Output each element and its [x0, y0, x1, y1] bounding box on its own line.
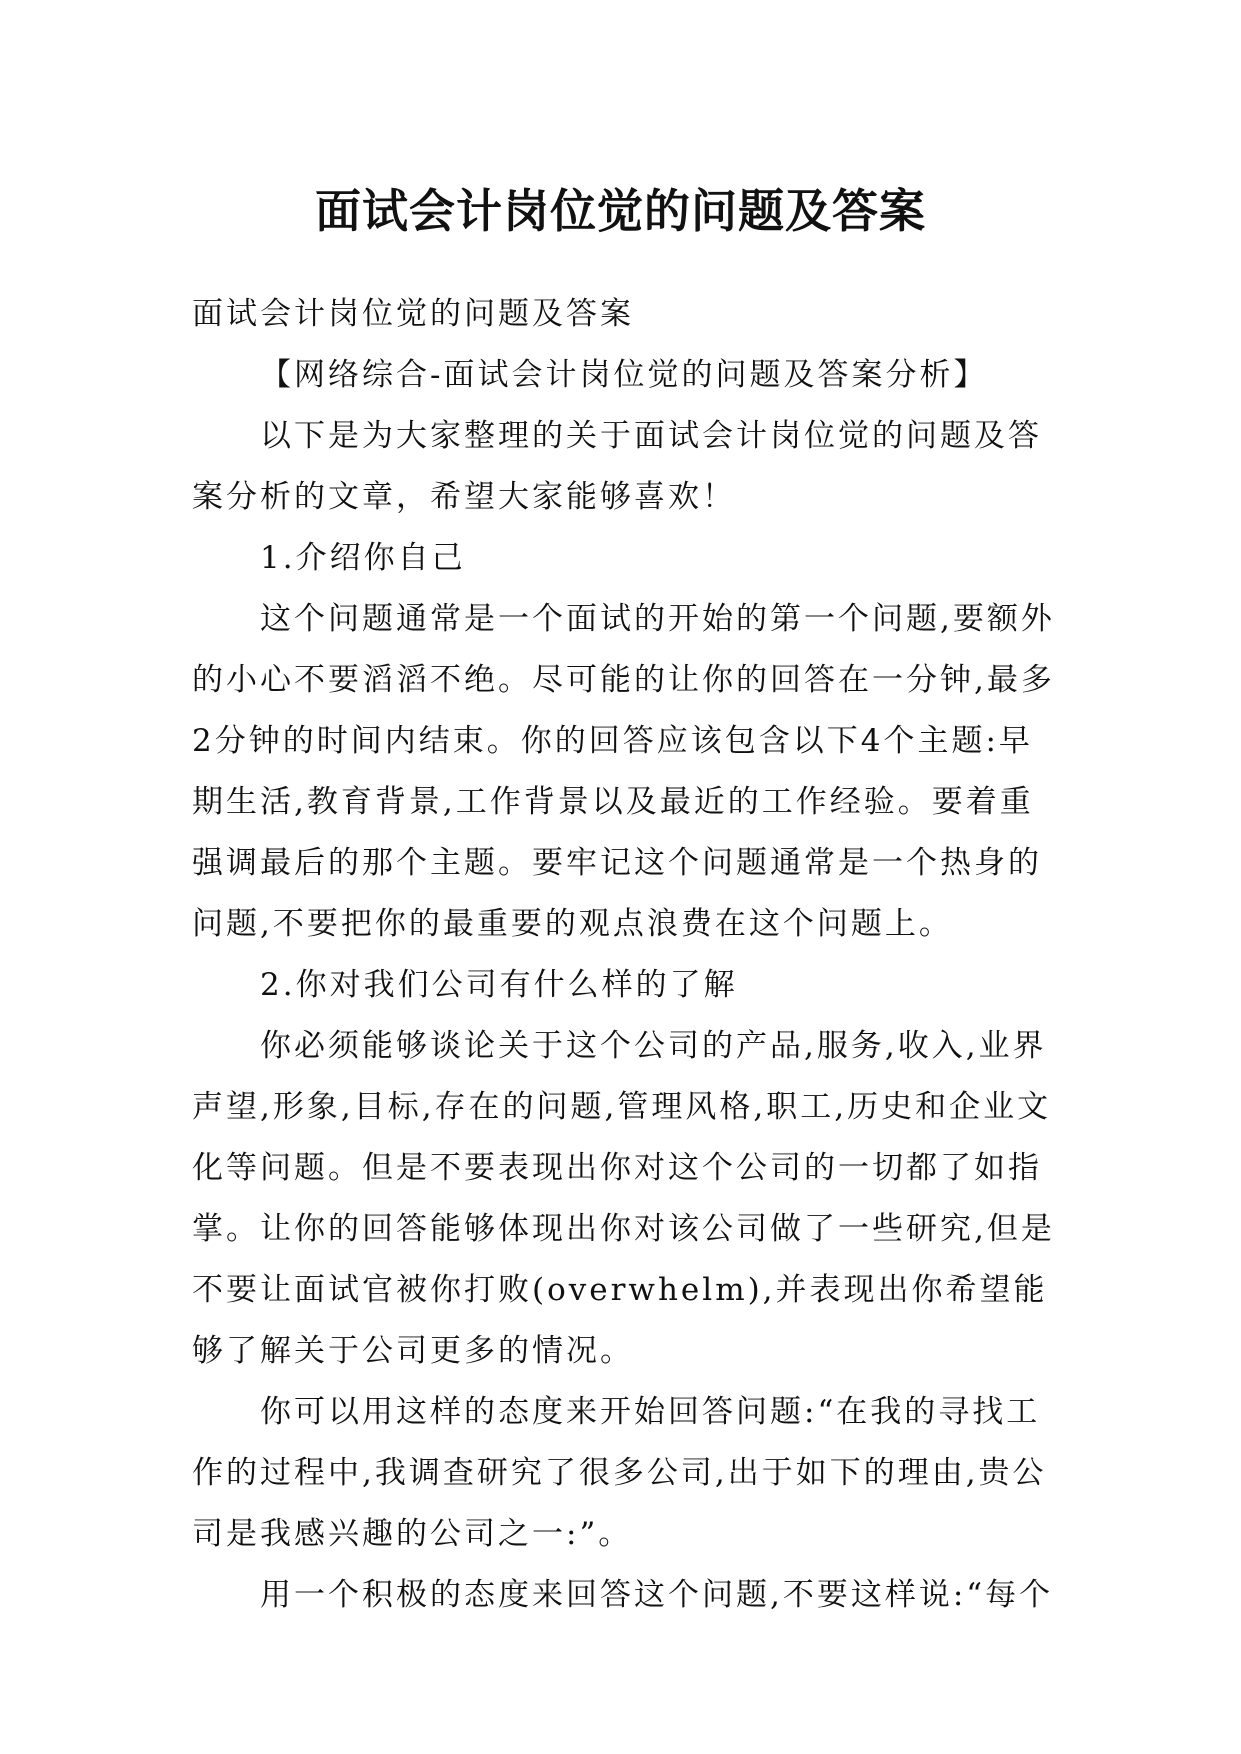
question-1-heading: 1.介绍你自己 [260, 540, 466, 576]
intro-paragraph: 以下是为大家整理的关于面试会计岗位觉的问题及答案分析的文章，希望大家能够喜欢！ [192, 418, 1042, 515]
answer-2-advice-paragraph: 用一个积极的态度来回答这个问题,不要这样说:“每个 [260, 1577, 1054, 1613]
subtitle-paragraph: 面试会计岗位觉的问题及答案 [192, 296, 634, 332]
question-2-heading: 2.你对我们公司有什么样的了解 [260, 967, 738, 1003]
answer-1-paragraph: 这个问题通常是一个面试的开始的第一个问题,要额外的小心不要滔滔不绝。尽可能的让你的回答在一分钟,最多2分钟的时间内结束。你的回答应该包含以下4个主题:早期生活,教育背景,工作背景以及最近的工作经验。要着重强调最后的那个主题。要牢记这个问题通常是一个热身的问题,不要把你的最重要的观点浪费在这个问题上。 [192, 601, 1055, 942]
answer-2-paragraph: 你必须能够谈论关于这个公司的产品,服务,收入,业界声望,形象,目标,存在的问题,管理风格,职工,历史和企业文化等问题。但是不要表现出你对这个公司的一切都了如指掌。让你的回答能够体现出你对该公司做了一些研究,但是不要让面试官被你打败(overwhelm),并表现出你希望能够了解关于公司更多的情况。 [192, 1028, 1055, 1369]
source-paragraph: 【网络综合-面试会计岗位觉的问题及答案分析】 [260, 357, 988, 393]
document-body [192, 284, 1057, 1626]
document-title: 面试会计岗位觉的问题及答案 [315, 183, 926, 238]
answer-2-example-paragraph: 你可以用这样的态度来开始回答问题:“在我的寻找工作的过程中,我调查研究了很多公司,出于如下的理由,贵公司是我感兴趣的公司之一:”。 [192, 1394, 1047, 1552]
